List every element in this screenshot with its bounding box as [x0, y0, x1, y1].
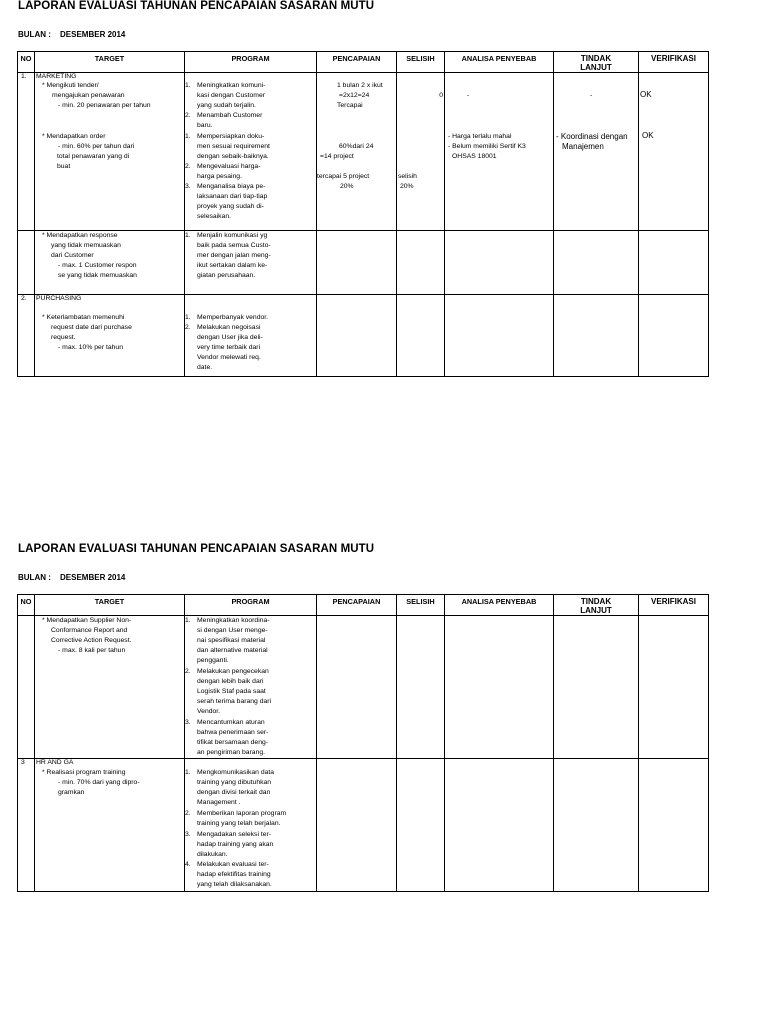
tindak-lanjut-text: - Koordinasi dengan — [556, 132, 628, 141]
header-program: PROGRAM — [185, 52, 317, 73]
program-item-text: Mengevaluasi harga- — [197, 163, 261, 170]
program-list — [185, 231, 316, 279]
program-item-text: yang telah dilaksanakan. — [197, 881, 272, 888]
analisa-text: - Harga terlalu mahal — [448, 133, 512, 140]
program-item-number: 2. — [185, 324, 191, 331]
table-row — [18, 231, 709, 295]
table-row — [18, 616, 709, 759]
program-item-text: dan alternative material — [197, 647, 268, 654]
target-text: - min. 60% per tahun dari — [58, 143, 135, 150]
program-item-text: Mempersiapkan doku- — [197, 133, 265, 140]
header-analisa: ANALISA PENYEBAB — [445, 595, 554, 616]
target-text: * Mengikuti tender/ — [42, 82, 99, 89]
target-text: * Realisasi program training — [42, 769, 126, 776]
program-item-text: training yang telah berjalan. — [197, 820, 281, 827]
program-item-text: Vendor melewati req. — [197, 354, 261, 361]
pencapaian-text: tercapai 5 project — [317, 173, 370, 180]
pencapaian-text: 1 bulan 2 x ikut — [337, 82, 383, 89]
section-label: HR AND GA — [36, 759, 74, 766]
target-text: Conformance Report and — [51, 627, 128, 634]
program-item-text: Melakukan negoisasi — [197, 324, 261, 331]
program-item-text: Meningkatkan komuni- — [197, 82, 266, 89]
program-item-text: yang sudah terjalin. — [197, 102, 256, 109]
program-item-text: bahwa penerimaan ser- — [197, 729, 269, 736]
program-item-text: Menganalisa biaya pe- — [197, 183, 266, 190]
report-title: LAPORAN EVALUASI TAHUNAN PENCAPAIAN SASARAN MUTU — [18, 0, 375, 12]
report-title: LAPORAN EVALUASI TAHUNAN PENCAPAIAN SASARAN MUTU — [18, 543, 375, 555]
header-target: TARGET — [35, 52, 185, 73]
program-item-number: 1. — [185, 617, 191, 624]
analisa-text: - — [467, 92, 470, 99]
program-item-text: training yang dibutuhkan — [197, 779, 272, 786]
program-item-text: Menjalin komunikasi yg — [197, 232, 268, 239]
program-item-text: Menambah Customer — [197, 112, 263, 119]
program-item-number: 2. — [185, 112, 191, 119]
program-item-number: 1. — [185, 232, 191, 239]
program-item-text: mer dengan jalan meng- — [197, 252, 271, 259]
program-item-number: 3. — [185, 831, 191, 838]
program-item-text: men sesuai requirement — [197, 143, 270, 150]
program-item-text: kasi dengan Customer — [197, 92, 266, 99]
header-program: PROGRAM — [185, 595, 317, 616]
program-list — [185, 295, 316, 371]
program-item-text: harga pesaing. — [197, 173, 242, 180]
program-item-text: giatan perusahaan. — [197, 272, 256, 279]
target-text: Corrective Action Request. — [51, 637, 132, 644]
program-item-text: dilakukan. — [197, 851, 228, 858]
program-item-text: very time terbaik dari — [197, 344, 261, 351]
target-text: - min. 70% dari yang dipro- — [58, 779, 140, 786]
program-item-text: Memberikan laporan program — [197, 810, 287, 817]
program-item-text: Mengkomunikasikan data — [197, 769, 275, 776]
program-item-number: 1. — [185, 314, 191, 321]
program-list — [185, 616, 316, 756]
program-item-text: Melakukan evaluasi ter- — [197, 861, 269, 868]
target-text: dari Customer — [51, 252, 94, 259]
table-header-row — [18, 52, 709, 73]
tindak-lanjut-text: - — [590, 92, 593, 99]
target-text: * Keterlambatan memenuhi — [42, 314, 125, 321]
header-verifikasi: VERIFIKASI — [639, 595, 709, 616]
header-analisa: ANALISA PENYEBAB — [445, 52, 554, 73]
program-item-text: pengganti. — [197, 657, 229, 664]
program-item-text: dengan lebih baik dari — [197, 678, 264, 685]
report-table — [17, 594, 709, 892]
row-number: 3 — [21, 759, 25, 766]
target-text: * Mendapatkan response — [42, 232, 118, 239]
program-item-text: Memperbanyak vendor. — [197, 314, 269, 321]
target-text: * Mendapatkan Supplier Non- — [42, 617, 132, 624]
program-item-text: serah terima barang dari — [197, 698, 272, 705]
section-label: MARKETING — [36, 73, 77, 80]
header-pencapaian: PENCAPAIAN — [317, 52, 397, 73]
target-text: se yang tidak memuaskan — [58, 272, 137, 279]
program-item-number: 2. — [185, 810, 191, 817]
section-label: PURCHASING — [36, 295, 82, 302]
pencapaian-text: =14 project — [320, 153, 354, 160]
program-item-text: Melakukan pengecekan — [197, 668, 269, 675]
selisih-value: 0 — [439, 92, 443, 99]
selisih-text: selisih — [398, 173, 417, 180]
header-selisih: SELISIH — [397, 52, 445, 73]
program-item-text: dengan sebaik-baiknya. — [197, 153, 269, 160]
pencapaian-text: Tercapai — [337, 102, 363, 109]
pencapaian-text: =2x12=24 — [339, 92, 370, 99]
table-row — [18, 295, 709, 377]
target-text: - max. 10% per tahun — [58, 344, 123, 351]
program-item-number: 2. — [185, 163, 191, 170]
target-text: buat — [57, 163, 71, 170]
program-item-text: dengan divisi terkait dan — [197, 789, 271, 796]
program-item-text: Vendor. — [197, 708, 221, 715]
program-item-text: hadap training yang akan — [197, 841, 274, 848]
program-item-number: 2. — [185, 668, 191, 675]
pencapaian-text: 60%dari 24 — [339, 143, 374, 150]
target-text: - max. 8 kali per tahun — [58, 647, 126, 654]
target-text: yang tidak memuaskan — [51, 242, 121, 249]
target-text: total penawaran yang di — [57, 153, 130, 160]
target-text: request. — [51, 334, 76, 341]
program-list — [185, 759, 316, 888]
month-value: DESEMBER 2014 — [60, 573, 126, 582]
program-item-text: laksanaan dari tiap-tiap — [197, 193, 268, 200]
program-item-number: 1. — [185, 133, 191, 140]
month-value: DESEMBER 2014 — [60, 30, 126, 39]
header-target: TARGET — [35, 595, 185, 616]
target-text: - max. 1 Customer respon — [58, 262, 137, 269]
program-item-text: date. — [197, 364, 213, 371]
table-header-row — [18, 595, 709, 616]
month-line — [18, 573, 125, 582]
row-number: 1. — [21, 73, 27, 80]
header-tindak-lanjut: TINDAK LANJUT — [554, 595, 639, 616]
verifikasi-text: OK — [642, 131, 654, 140]
program-item-text: hadap efektifitas training — [197, 871, 271, 878]
header-no: NO — [18, 52, 35, 73]
program-item-text: Logistik Staf pada saat — [197, 688, 266, 695]
program-item-text: proyek yang sudah di- — [197, 203, 264, 210]
header-pencapaian: PENCAPAIAN — [317, 595, 397, 616]
month-label: BULAN : — [18, 30, 51, 39]
header-no: NO — [18, 595, 35, 616]
program-list — [185, 73, 316, 220]
header-tindak-lanjut: TINDAK LANJUT — [554, 52, 639, 73]
target-text: request date dari purchase — [51, 324, 132, 331]
program-item-number: 3. — [185, 719, 191, 726]
program-item-text: Management . — [197, 799, 241, 806]
analisa-text: - Belum memiliki Sertif K3 — [448, 143, 526, 150]
program-item-text: an pengiriman barang. — [197, 749, 266, 756]
tindak-lanjut-text: Manajemen — [562, 142, 604, 151]
header-selisih: SELISIH — [397, 595, 445, 616]
program-item-number: 1. — [185, 82, 191, 89]
row-number: 2. — [21, 295, 27, 302]
program-item-text: Mencantumkan aturan — [197, 719, 265, 726]
program-item-text: Mengadakan seleksi ter- — [197, 831, 272, 838]
program-item-number: 1. — [185, 769, 191, 776]
target-text: gramkan — [58, 789, 85, 796]
month-label: BULAN : — [18, 573, 51, 582]
program-item-text: Meningkatkan koordina- — [197, 617, 270, 624]
program-item-number: 4. — [185, 861, 191, 868]
report-table — [17, 51, 709, 377]
program-item-text: nai spesifikasi material — [197, 637, 266, 644]
program-item-text: si dengan User menge- — [197, 627, 268, 634]
target-text: - min. 20 penawaran per tahun — [58, 102, 151, 109]
analisa-text: OHSAS 18001 — [452, 153, 497, 160]
pencapaian-text: 20% — [340, 183, 354, 190]
program-item-text: selesaikan. — [197, 213, 232, 220]
selisih-text: 20% — [400, 183, 414, 190]
table-row — [18, 759, 709, 892]
program-item-text: ikut sertakan dalam ke- — [197, 262, 268, 269]
program-item-text: baru. — [197, 122, 213, 129]
program-item-number: 3. — [185, 183, 191, 190]
program-item-text: tifikat bersamaan deng- — [197, 739, 269, 746]
program-item-text: dengan User jika deli- — [197, 334, 263, 341]
program-item-text: baik pada semua Custo- — [197, 242, 271, 249]
target-text: mengajukan penawaran — [52, 92, 125, 99]
verifikasi-text: OK — [640, 90, 652, 99]
header-verifikasi: VERIFIKASI — [639, 52, 709, 73]
month-line — [18, 30, 125, 39]
table-row — [18, 73, 709, 231]
target-text: * Mendapatkan order — [42, 133, 106, 140]
